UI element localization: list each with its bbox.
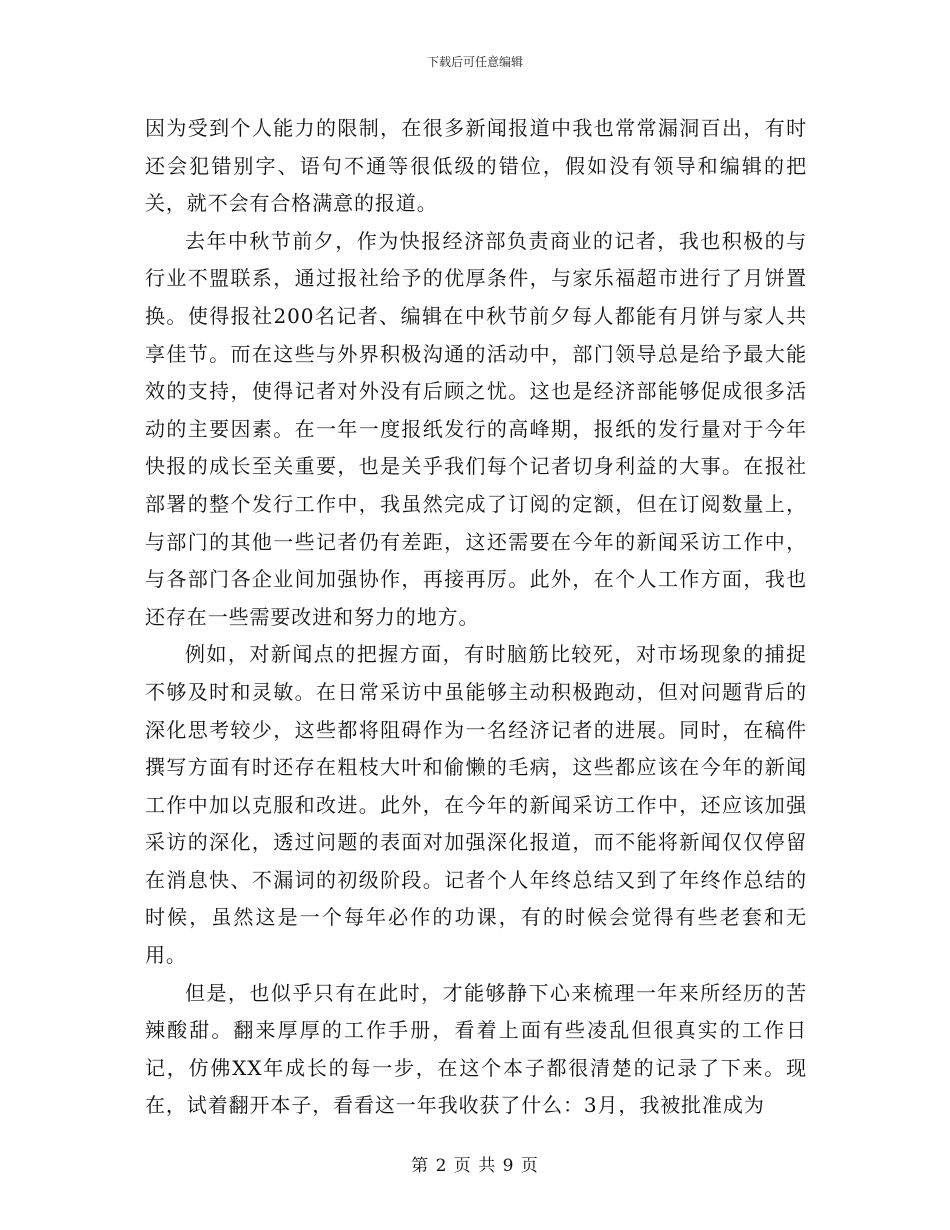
page-header: 下载后可任意编辑 — [426, 55, 523, 69]
paragraph-4: 但是，也似乎只有在此时，才能够静下心来梳理一年来所经历的苦辣酸甜。翻来厚厚的工作手册，看着上面有些凌乱但很真实的工作日记，仿佛XX年成长的每一步，在这个本子都很清楚的记录了下来。现在，试着翻开本子，看看这一年我收获了什么：3月，我被批准成为 — [145, 980, 807, 1118]
paragraph-2: 去年中秋节前夕，作为快报经济部负责商业的记者，我也积极的与行业不盟联系，通过报社给予的优厚条件，与家乐福超市进行了月饼置换。使得报社200名记者、编辑在中秋节前夕每人都能有月饼与家人共享佳节。而在这些与外界积极沟通的活动中，部门领导总是给予最大能效的支持，使得记者对外没有后顾之忧。这也是经济部能够促成很多活动的主要因素。在一年一度报纸发行的高峰期，报纸的发行量对于今年快报的成长至关重要，也是关乎我们每个记者切身利益的大事。在报社部署的整个发行工作中，我虽然完成了订阅的定额，但在订阅数量上，与部门的其他一些记者仍有差距，这还需要在今年的新闻采访工作中，与各部门各企业间加强协作，再接再厉。此外，在个人工作方面，我也还存在一些需要改进和努力的地方。 — [145, 228, 807, 629]
paragraph-1: 因为受到个人能力的限制，在很多新闻报道中我也常常漏洞百出，有时还会犯错别字、语句不通等很低级的错位，假如没有领导和编辑的把关，就不会有合格满意的报道。 — [145, 116, 807, 216]
page-number-footer: 第 2 页 共 9 页 — [411, 1156, 539, 1176]
paragraph-3: 例如，对新闻点的把握方面，有时脑筋比较死，对市场现象的捕捉不够及时和灵敏。在日常采访中虽能够主动积极跑动，但对问题背后的深化思考较少，这些都将阻碍作为一名经济记者的进展。同时，在稿件撰写方面有时还存在粗枝大叶和偷懒的毛病，这些都应该在今年的新闻工作中加以克服和改进。此外，在今年的新闻采访工作中，还应该加强采访的深化，透过问题的表面对加强深化报道，而不能将新闻仅仅停留在消息快、不漏词的初级阶段。记者个人年终总结又到了年终作总结的时候，虽然这是一个每年必作的功课，有的时候会觉得有些老套和无用。 — [145, 642, 807, 968]
document-body — [145, 110, 807, 1125]
